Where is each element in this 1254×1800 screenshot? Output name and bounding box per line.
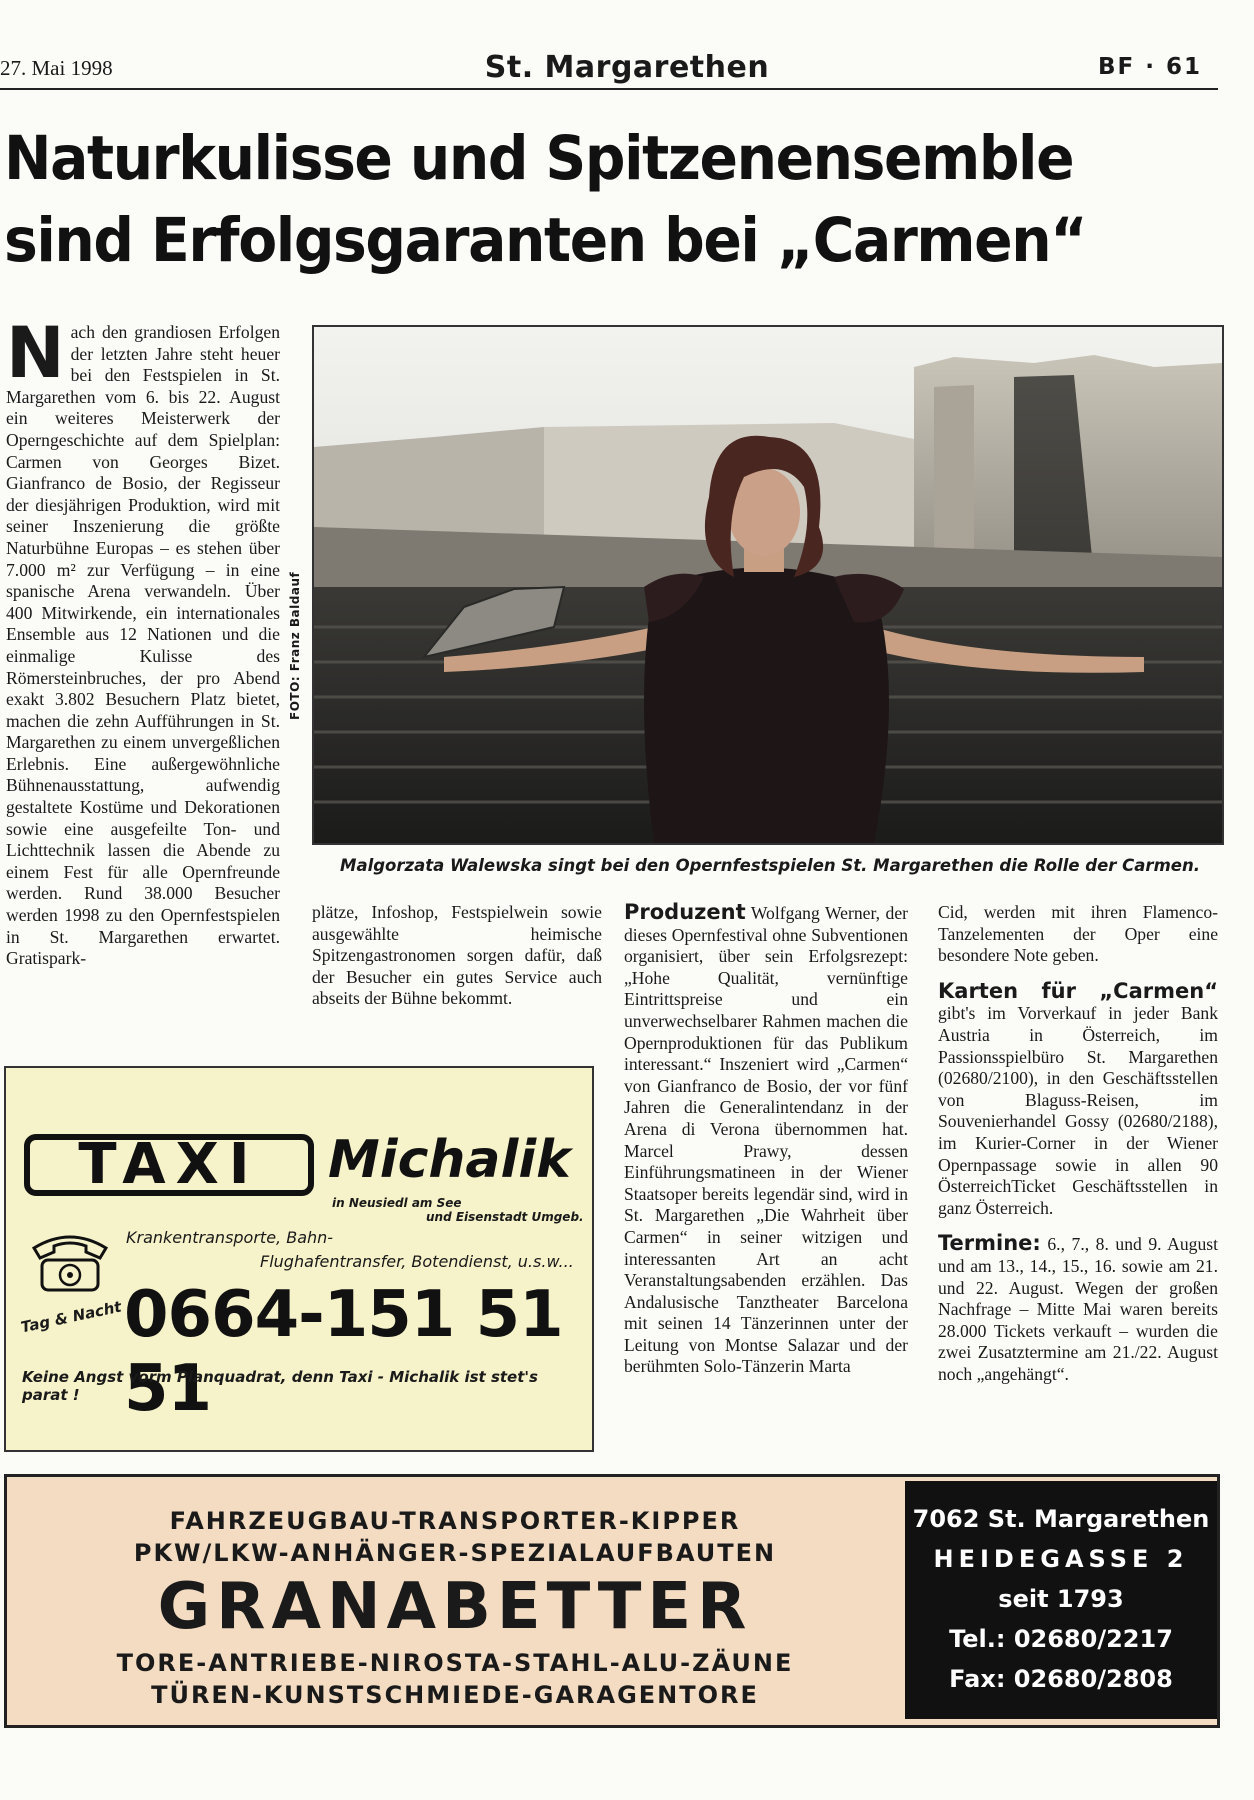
gran-address: 7062 St. Margarethen [912, 1505, 1210, 1533]
telephone-icon [28, 1226, 112, 1301]
article-text-termine: 6., 7., 8. und 9. August und am 13., 14., 15., 16. sowie am 21. und 22. August. Wegen der großen Nachfrage – Mitte Mai waren bereits 28.000 Tickets verkauft – wurden die zwei Zusatztermine am 21./22. August noch „angehängt“. [938, 1234, 1218, 1384]
headline-line-1: Naturkulisse und Spitzenensemble [4, 123, 1074, 194]
gran-street: HEIDEGASSE 2 [933, 1545, 1189, 1573]
headline [4, 118, 1139, 282]
article-text-col3: Wolfgang Werner, der dieses Opernfestival ohne Subventionen organisiert, über sein Erfolgsrezept: „Hohe Qualität, vernünftige Eintrittspreise und ein unverwechselbarer Rahmen machen die Opernproduktionen für das Publikum interessant.“ Inszeniert wird „Carmen“ von Gianfranco de Bosio, der vor fünf Jahren die Generalintendanz in der Arena di Verona übernommen hat. Marcel Prawy, dessen Einführungsmatineen in der Wiener Staatsoper bereits legendär sind, wird in St. Margarethen „Die Wahrheit über Carmen“ in seiner witzigen und interessanten Art an acht Veranstaltungsabenden erzählen. Das Andalusische Tanztheater Barcelona mit seinen 14 Tänzerinnen unter der Leitung von Montse Salazar und der berühmten Solo-Tänzerin Marta [624, 903, 908, 1377]
taxi-services-1: Krankentransporte, Bahn- [126, 1228, 334, 1247]
subheading-termine: Termine: [938, 1231, 1041, 1256]
taxi-logo: TAXI [24, 1134, 314, 1196]
carmen-photo [312, 325, 1224, 845]
article-column-4 [938, 902, 1218, 1385]
gran-line-2: PKW/LKW-ANHÄNGER-SPEZIALAUFBAUTEN [133, 1539, 777, 1567]
taxi-advertisement [4, 1066, 594, 1452]
header-rule [0, 88, 1218, 90]
article-text-col2: plätze, Infoshop, Festspielwein sowie ausgewählte heimische Spitzengastronomen sorgen dafür, daß der Besucher ein gutes Service auch abseits der Bühne bekommt. [312, 902, 602, 1009]
article-column-1 [6, 312, 280, 970]
article-text-karten: gibt's im Vorverkauf in jeder Bank Austria in Österreich, im Passionsspielbüro St. Margarethen (02680/2100), in den Geschäftsstellen von Blaguss-Reisen, im Souvenierhandel Gossy (02680/2188), im Kurier-Corner in der Wiener Opernpassage sowie in allen 90 ÖsterreichTicket Geschäftsstellen in ganz Österreich. [938, 1003, 1218, 1218]
taxi-services-2: Flughafentransfer, Botendienst, u.s.w... [260, 1252, 574, 1271]
taxi-area-1: in Neusiedl am See [332, 1196, 462, 1210]
taxi-phone-number: 0664-151 51 51 [124, 1278, 563, 1426]
gran-fax: Fax: 02680/2808 [949, 1665, 1173, 1693]
subheading-produzent: Produzent [624, 900, 746, 924]
photo-credit: FOTO: Franz Baldauf [288, 571, 302, 720]
taxi-slogan: Keine Angst vorm Planquadrat, denn Taxi - Michalik ist stet's parat ! [22, 1368, 538, 1404]
subheading-karten: Karten für „Carmen“ [938, 978, 1218, 1003]
article-text-col1: ach den grandiosen Erfolgen der letzten Jahre steht heuer bei den Festspielen in St. Margarethen vom 6. bis 22. August ein weiteres Meisterwerk der Operngeschichte auf dem Spielplan: Carmen von Georges Bizet. Gianfranco de Bosio, der Regisseur der diesjährigen Produktion, wird mit seiner Inszenierung die größte Naturbühne Europas – es stehen über 7.000 m² zur Verfügung – in eine spanische Arena verwandeln. Über 400 Mitwirkende, ein internationales Ensemble aus 12 Nationen und die einmalige Kulisse des Römersteinbruches, der pro Abend exakt 3.802 Besuchern Platz bietet, machen die zehn Aufführungen in St. Margarethen zu einem unvergeßlichen Erlebnis. Eine außergewöhnliche Bühnenausstattung, aufwendig gestaltete Kostüme und Dekorationen sowie eine ausgefeilte Ton- und Lichttechnik lassen die Abende zu einem Fest für alle Opernfreunde werden. Rund 38.000 Besucher werden 1998 zu den Opernfestspielen in St. Margarethen erwartet. Gratispark- [6, 322, 280, 969]
gran-since: seit 1793 [998, 1585, 1124, 1613]
gran-tel: Tel.: 02680/2217 [949, 1625, 1173, 1653]
issue-date: 27. Mai 1998 [0, 56, 113, 80]
page-number: BF · 61 [1098, 54, 1203, 80]
gran-line-5: TÜREN-KUNSTSCHMIEDE-GARAGENTORE [151, 1681, 759, 1709]
gran-brand: GRANABETTER [157, 1570, 753, 1644]
gran-line-1: FAHRZEUGBAU-TRANSPORTER-KIPPER [169, 1507, 741, 1535]
granabetter-contact [905, 1481, 1217, 1719]
headline-line-2: sind Erfolgsgaranten bei „Carmen“ [4, 205, 1087, 276]
section-title: St. Margarethen [484, 50, 770, 85]
taxi-company-name: Michalik [328, 1130, 571, 1190]
article-text-col4-top: Cid, werden mit ihren Flamenco-Tanzelementen der Oper eine besondere Note geben. [938, 902, 1218, 966]
quarry-stage-image [314, 327, 1222, 843]
article-column-2 [312, 902, 602, 1010]
taxi-area-2: und Eisenstadt Umgeb. [426, 1210, 584, 1224]
granabetter-advertisement [4, 1474, 1220, 1728]
photo-caption: Malgorzata Walewska singt bei den Opernfestspielen St. Margarethen die Rolle der Carmen. [340, 856, 1200, 875]
granabetter-services [7, 1477, 903, 1725]
article-column-3 [624, 902, 908, 1378]
gran-line-4: TORE-ANTRIEBE-NIROSTA-STAHL-ALU-ZÄUNE [116, 1649, 794, 1677]
taxi-day-night: Tag & Nacht [19, 1297, 124, 1337]
drop-cap: N [6, 312, 65, 394]
